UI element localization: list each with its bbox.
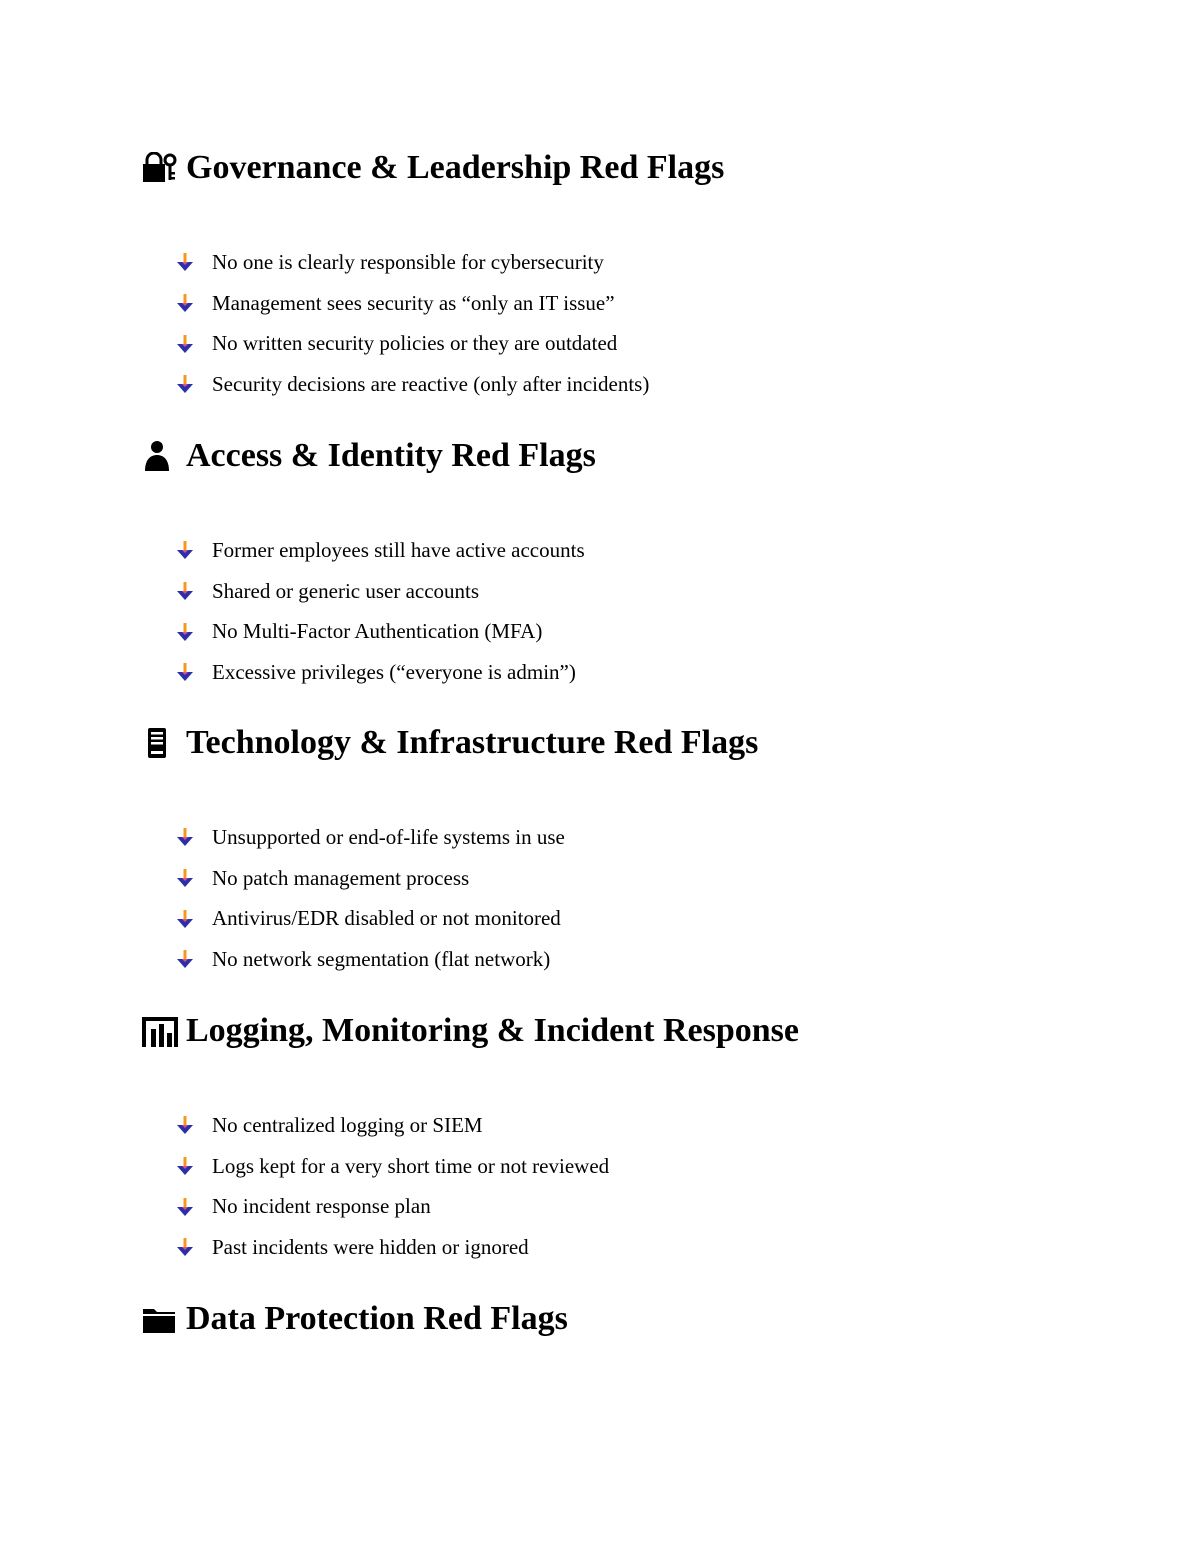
server-icon — [142, 727, 178, 759]
list-item-text: No written security policies or they are outdated — [212, 331, 618, 356]
list-item — [174, 898, 565, 939]
lock-key-icon — [142, 152, 178, 184]
list-item — [174, 858, 565, 899]
list-item-text: Unsupported or end-of-life systems in use — [212, 824, 565, 849]
arrow-down-bullet-icon — [174, 251, 196, 273]
red-flag-list — [174, 817, 565, 980]
arrow-down-bullet-icon — [174, 948, 196, 970]
red-flag-list — [174, 242, 649, 405]
list-item — [174, 283, 649, 324]
arrow-down-bullet-icon — [174, 661, 196, 683]
list-item — [174, 1146, 609, 1187]
list-item — [174, 1105, 609, 1146]
list-item — [174, 817, 565, 858]
list-item-text: Security decisions are reactive (only after incidents) — [212, 371, 650, 396]
list-item — [174, 1227, 609, 1268]
section-data-protection — [142, 1297, 1102, 1341]
list-item-text: Past incidents were hidden or ignored — [212, 1234, 529, 1259]
red-flag-list — [174, 530, 585, 693]
list-item-text: Antivirus/EDR disabled or not monitored — [212, 906, 561, 931]
arrow-down-bullet-icon — [174, 580, 196, 602]
folder-icon — [142, 1303, 178, 1335]
section-logging-monitoring — [142, 1009, 1102, 1259]
list-item-text: No Multi-Factor Authentication (MFA) — [212, 619, 543, 644]
section-heading — [142, 146, 1102, 190]
section-governance — [142, 146, 1102, 396]
list-item — [174, 323, 649, 364]
list-item — [174, 652, 585, 693]
arrow-down-bullet-icon — [174, 621, 196, 643]
list-item-text: Former employees still have active accounts — [212, 537, 585, 562]
arrow-down-bullet-icon — [174, 373, 196, 395]
section-title: Logging, Monitoring & Incident Response — [186, 1012, 799, 1049]
section-technology-infrastructure — [142, 721, 1102, 971]
list-item — [174, 242, 649, 283]
arrow-down-bullet-icon — [174, 826, 196, 848]
arrow-down-bullet-icon — [174, 333, 196, 355]
section-heading — [142, 434, 1102, 478]
arrow-down-bullet-icon — [174, 867, 196, 889]
arrow-down-bullet-icon — [174, 1155, 196, 1177]
section-heading — [142, 1297, 1102, 1341]
section-heading — [142, 721, 1102, 765]
arrow-down-bullet-icon — [174, 1196, 196, 1218]
list-item-text: Logs kept for a very short time or not reviewed — [212, 1153, 610, 1178]
section-access-identity — [142, 434, 1102, 684]
list-item-text: No one is clearly responsible for cybersecurity — [212, 249, 604, 274]
arrow-down-bullet-icon — [174, 1236, 196, 1258]
section-title: Data Protection Red Flags — [186, 1300, 568, 1337]
list-item-text: No incident response plan — [212, 1194, 431, 1219]
list-item-text: No centralized logging or SIEM — [212, 1112, 483, 1137]
list-item-text: Management sees security as “only an IT issue” — [212, 290, 615, 315]
section-title: Governance & Leadership Red Flags — [186, 149, 725, 186]
list-item — [174, 1186, 609, 1227]
list-item — [174, 530, 585, 571]
list-item-text: No network segmentation (flat network) — [212, 946, 551, 971]
arrow-down-bullet-icon — [174, 539, 196, 561]
list-item-text: Shared or generic user accounts — [212, 578, 480, 603]
person-icon — [142, 440, 178, 472]
bar-chart-icon — [142, 1015, 178, 1047]
section-heading — [142, 1009, 1102, 1053]
list-item — [174, 364, 649, 405]
list-item-text: No patch management process — [212, 865, 470, 890]
arrow-down-bullet-icon — [174, 908, 196, 930]
list-item-text: Excessive privileges (“everyone is admin”) — [212, 659, 576, 684]
section-title: Access & Identity Red Flags — [186, 437, 596, 474]
section-title: Technology & Infrastructure Red Flags — [186, 724, 759, 761]
list-item — [174, 571, 585, 612]
arrow-down-bullet-icon — [174, 1114, 196, 1136]
arrow-down-bullet-icon — [174, 292, 196, 314]
list-item — [174, 939, 565, 980]
list-item — [174, 611, 585, 652]
red-flag-list — [174, 1105, 609, 1268]
